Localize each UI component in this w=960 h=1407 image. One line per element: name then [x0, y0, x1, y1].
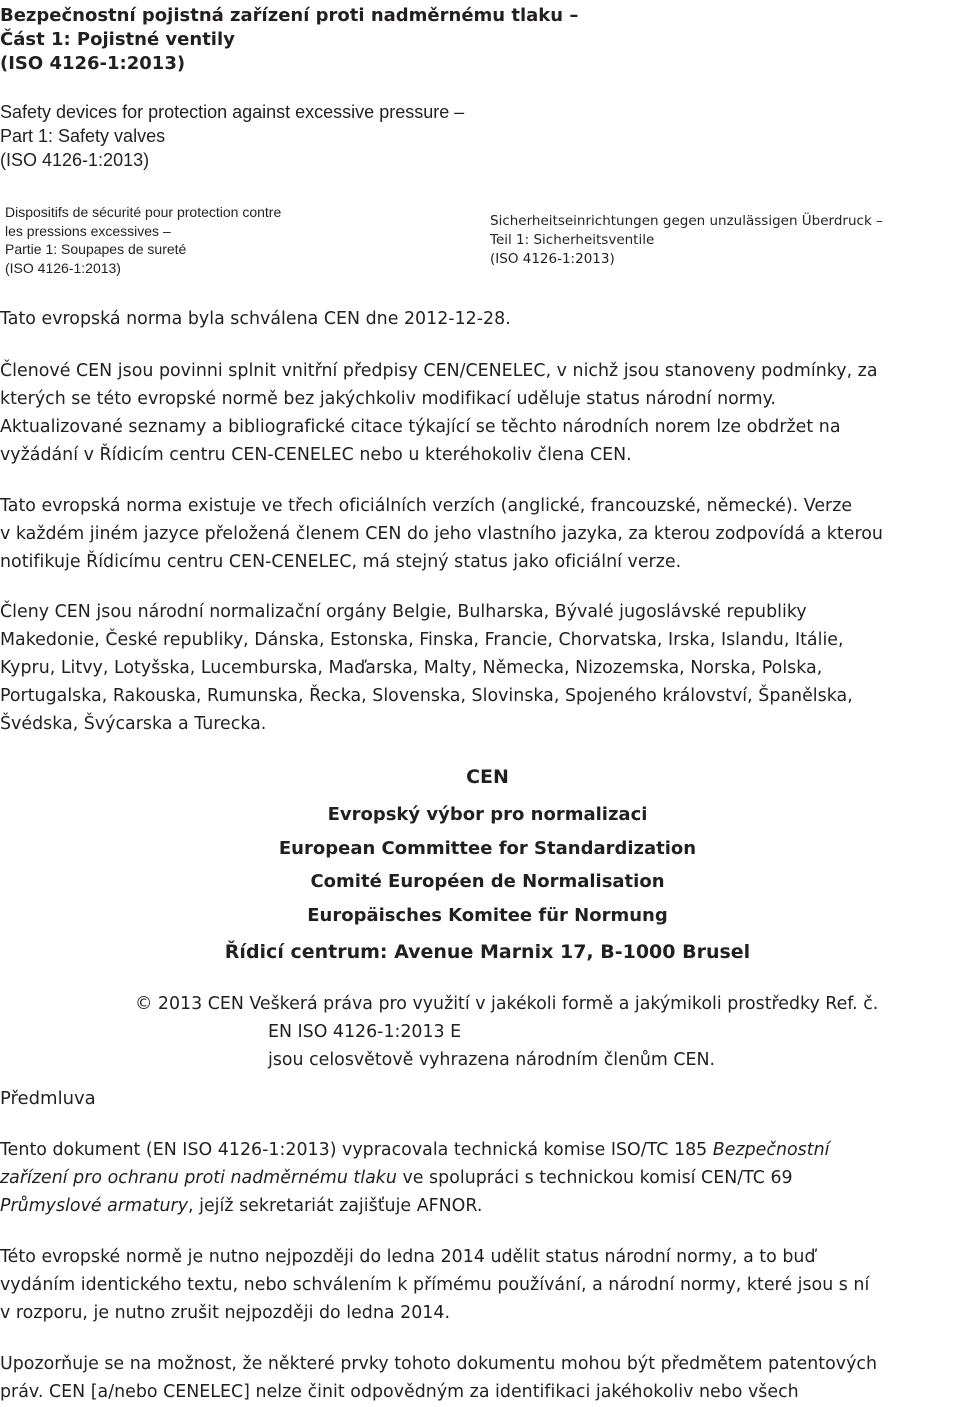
title-line: (ISO 4126-1:2013) — [0, 150, 150, 170]
cen-name-de: Europäisches Komitee für Normung — [307, 904, 668, 926]
committee-title-italic: Bezpečnostní — [712, 1140, 830, 1160]
copyright-block — [135, 990, 878, 1074]
foreword-paragraph-2 — [0, 1243, 960, 1327]
czech-title — [0, 4, 578, 76]
text-line: notifikuje Řídicímu centru CEN-CENELEC, má stejný status jako oficiální verze. — [0, 552, 682, 572]
text-run: Tento dokument (EN ISO 4126-1:2013) vypracovala technická komise ISO/TC 185 — [0, 1140, 713, 1160]
text-line: Švédska, Švýcarska a Turecka. — [0, 714, 267, 734]
title-line: Část 1: Pojistné ventily — [0, 29, 235, 50]
text-line: vyžádání v Řídicím centru CEN-CENELEC nebo u kteréhokoliv člena CEN. — [0, 445, 632, 465]
cen-address — [0, 938, 960, 966]
approval-statement — [0, 305, 960, 333]
text-run: ve spolupráci s technickou komisí CEN/TC 69 — [396, 1168, 793, 1188]
members-list-paragraph — [0, 598, 960, 738]
german-title — [490, 212, 883, 269]
text-line: Upozorňuje se na možnost, že některé prvky tohoto dokumentu mohou být předmětem patentových — [0, 1354, 878, 1374]
members-obligations-paragraph — [0, 357, 960, 469]
copyright-symbol: © — [135, 994, 153, 1014]
cen-name-cs: Evropský výbor pro normalizaci — [327, 804, 648, 825]
text-line: vydáním identického textu, nebo schválením k přímému používání, a národní normy, které jsou s ní — [0, 1275, 870, 1295]
copyright-line-2: EN ISO 4126-1:2013 E — [268, 1022, 462, 1042]
foreword-heading: Předmluva — [0, 1088, 96, 1109]
text-line: Tato evropská norma byla schválena CEN dne 2012-12-28. — [0, 309, 511, 329]
title-line: (ISO 4126-1:2013) — [0, 53, 186, 74]
text-line: Členy CEN jsou národní normalizační orgány Belgie, Bulharska, Bývalé jugoslávské republiky — [0, 602, 807, 622]
text-line: Tato evropská norma existuje ve třech oficiálních verzích (anglické, francouzské, německé). Verze — [0, 496, 853, 516]
cen-name-fr: Comité Européen de Normalisation — [310, 871, 665, 892]
title-line: (ISO 4126-1:2013) — [490, 251, 615, 267]
foreword-paragraph-1 — [0, 1136, 960, 1220]
text-line: Portugalska, Rakouska, Rumunska, Řecka, Slovenska, Slovinska, Spojeného království, Španělska, — [0, 686, 853, 706]
foreword-paragraph-3 — [0, 1350, 960, 1406]
copyright-line-1 — [135, 990, 878, 1018]
title-line: Teil 1: Sicherheitsventile — [490, 232, 655, 248]
text-line — [0, 1164, 960, 1192]
text-line: Aktualizované seznamy a bibliografické citace týkající se těchto národních norem lze obdržet na — [0, 417, 841, 437]
versions-paragraph — [0, 492, 960, 576]
copyright-line-3: jsou celosvětově vyhrazena národním členům CEN. — [268, 1050, 716, 1070]
text-line — [0, 1192, 960, 1220]
text-line: Kypru, Litvy, Lotyšska, Lucemburska, Maďarska, Malty, Německa, Nizozemska, Norska, Polska, — [0, 658, 823, 678]
title-line: Sicherheitseinrichtungen gegen unzulässigen Überdruck – — [490, 213, 883, 229]
cen-address-text: Řídicí centrum: Avenue Marnix 17, B-1000 Brusel — [224, 941, 751, 963]
text-line: Členové CEN jsou povinni splnit vnitřní předpisy CEN/CENELEC, v nichž jsou stanoveny podmínky, za — [0, 361, 878, 381]
text-line: práv. CEN [a/nebo CENELEC] nelze činit odpovědným za identifikaci jakéhokoliv nebo všech — [0, 1382, 799, 1402]
title-line: les pressions excessives – — [5, 222, 171, 239]
text-run: , jejíž sekretariát zajišťuje AFNOR. — [188, 1196, 483, 1216]
cen-acronym-text: CEN — [466, 766, 509, 788]
text-line: Této evropské normě je nutno nejpozději do ledna 2014 udělit status národní normy, a to buď — [0, 1247, 816, 1267]
cen-acronym — [0, 764, 960, 790]
cen-names — [0, 798, 960, 932]
copyright-text: 2013 CEN Veškerá práva pro využití v jakékoli formě a jakýmikoli prostředky Ref. č. — [157, 994, 879, 1014]
text-line: v rozporu, je nutno zrušit nejpozději do ledna 2014. — [0, 1303, 451, 1323]
committee-title-italic: zařízení pro ochranu proti nadměrnému tlaku — [0, 1168, 397, 1188]
title-line: Dispositifs de sécurité pour protection contre — [5, 204, 282, 220]
title-line: Part 1: Safety valves — [0, 126, 166, 146]
text-line: v každém jiném jazyce přeložená členem CEN do jeho vlastního jazyka, za kterou zodpovídá a kterou — [0, 524, 883, 544]
title-line: Bezpečnostní pojistná zařízení proti nadměrnému tlaku – — [0, 5, 579, 26]
text-line: kterých se této evropské normě bez jakýchkoliv modifikací uděluje status národní normy. — [0, 389, 776, 409]
title-line: Partie 1: Soupapes de sureté — [5, 241, 187, 257]
english-title — [0, 100, 464, 172]
text-line — [0, 1136, 960, 1164]
title-line: (ISO 4126-1:2013) — [5, 259, 121, 276]
french-title — [5, 203, 281, 277]
title-line: Safety devices for protection against excessive pressure – — [0, 102, 465, 122]
committee-title-italic: Průmyslové armatury — [0, 1196, 189, 1216]
text-line: Makedonie, České republiky, Dánska, Estonska, Finska, Francie, Chorvatska, Irska, Islandu, Itálie, — [0, 630, 844, 650]
cen-name-en: European Committee for Standardization — [278, 837, 697, 859]
